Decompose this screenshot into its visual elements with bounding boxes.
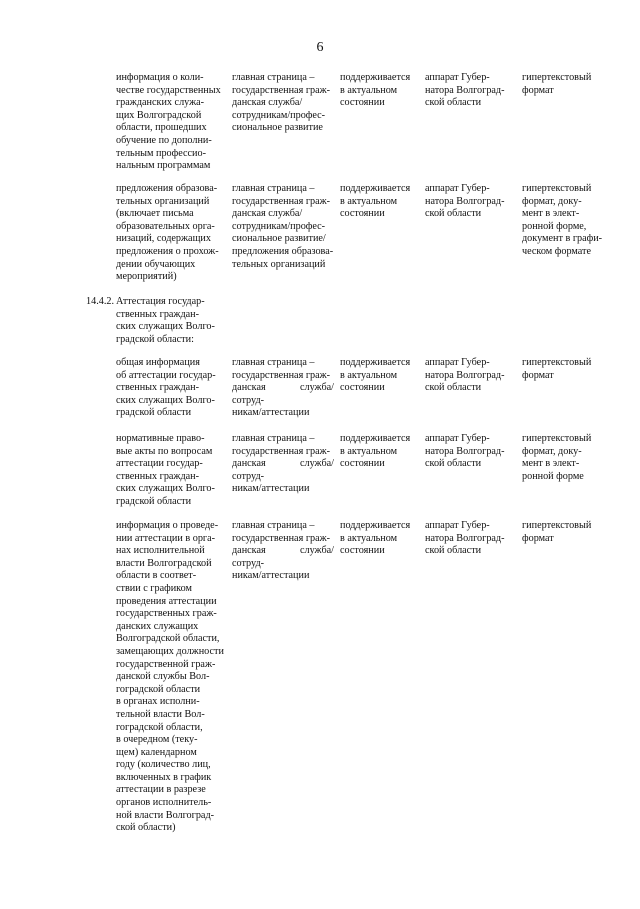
info-cell: нормативные право- вые акты по вопросам аттестации государ- ственных граждан- ских служащих Волго- градской области (116, 433, 215, 507)
format-cell: гипертекстовый формат (522, 357, 592, 381)
location-cell: главная страница – государственная граж- данская служба/ сотрудникам/профес- сиональное развитие/ предложения образова- тельных организаций (232, 183, 334, 270)
format-cell: гипертекстовый формат (522, 520, 592, 544)
responsible-cell: аппарат Губер- натора Волгоград- ской области (425, 72, 505, 109)
info-cell: общая информация об аттестации государ- ственных граждан- ских служащих Волго- градской области (116, 357, 216, 419)
responsible-cell: аппарат Губер- натора Волгоград- ской области (425, 433, 505, 470)
periodicity-cell: поддерживается в актуальном состоянии (340, 72, 411, 109)
info-cell: информация о коли- честве государственных гражданских служа- щих Волгоградской области, прошедших обучение по дополни- тельным профессио- нальным программам (116, 72, 221, 172)
info-cell: информация о проведе- нии аттестации в орга- нах исполнительной власти Волгоградской области в соответ- ствии с графиком проведения аттестации государственных граж- данских служащих Волгоградской области, замещающих должности государственной граж- данской службы Вол- гоградской области в органах исполни- тельной власти Вол- гоградской области, в очередном (теку- щем) календарном году (количество лиц, включенных в график аттестации в разрезе органов исполнитель- ной власти Волгоград- ской области) (116, 520, 224, 834)
responsible-cell: аппарат Губер- натора Волгоград- ской области (425, 357, 505, 394)
section-title: Аттестация государ- ственных граждан- ских служащих Волго- градской области: (116, 296, 215, 345)
location-cell: главная страница – государственная граж- данская служба/ сотрудникам/профес- сиональное развитие (232, 72, 331, 134)
info-cell: предложения образова- тельных организаций (включает письма образовательных орга- низаций, содержащих предложения о прохож- дении обучающих мероприятий) (116, 183, 219, 283)
location-cell: главная страница – государственная граж- данская служба/сотруд- никам/аттестации (232, 357, 334, 419)
format-cell: гипертекстовый формат, доку- мент в элект- ронной форме (522, 433, 592, 482)
responsible-cell: аппарат Губер- натора Волгоград- ской области (425, 520, 505, 557)
periodicity-cell: поддерживается в актуальном состоянии (340, 357, 411, 394)
format-cell: гипертекстовый формат, доку- мент в элект- ронной форме, документ в графи- ческом формате (522, 183, 603, 257)
section-number: 14.4.2. (86, 296, 115, 307)
periodicity-cell: поддерживается в актуальном состоянии (340, 183, 411, 220)
periodicity-cell: поддерживается в актуальном состоянии (340, 520, 411, 557)
format-cell: гипертекстовый формат (522, 72, 592, 96)
page-number: 6 (316, 40, 324, 55)
location-cell: главная страница – государственная граж- данская служба/сотруд- никам/аттестации (232, 433, 334, 495)
location-cell: главная страница – государственная граж- данская служба/сотруд- никам/аттестации (232, 520, 334, 582)
responsible-cell: аппарат Губер- натора Волгоград- ской области (425, 183, 505, 220)
periodicity-cell: поддерживается в актуальном состоянии (340, 433, 411, 470)
